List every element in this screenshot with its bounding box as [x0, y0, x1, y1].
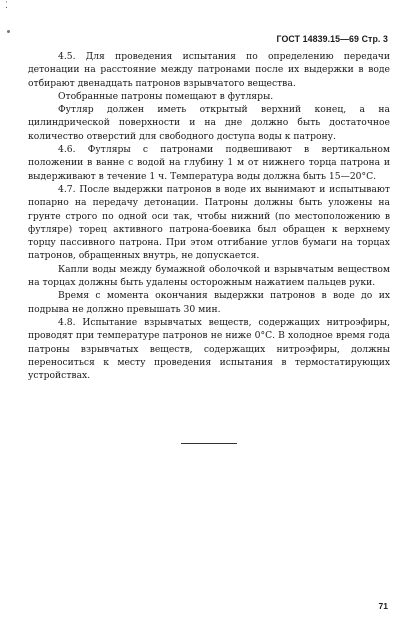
page-header: ГОСТ 14839.15—69 Стр. 3 [276, 34, 388, 44]
body-text [28, 50, 390, 382]
section-divider [181, 443, 237, 444]
paragraph-water-drops: Капли воды между бумажной оболочкой и взрывчатым веществом на торцах должны быть удалены осторожным нажатием пальцев руки. [28, 263, 390, 289]
paragraph-case-requirements: Футляр должен иметь открытый верхний конец, а на цилиндрической поверхности и на дне должно быть достаточное количество отверстий для свободного доступа воды к патрону. [28, 104, 390, 142]
paragraph-4-5: 4.5. Для проведения испытания по определению передачи детонации на расстояние между патронами после их выдержки в воде отбирают двенадцать патронов взрывчатого вещества. [28, 51, 390, 89]
paragraph-4-7: 4.7. После выдержки патронов в воде их вынимают и испытывают попарно на передачу детонации. Патроны должны быть уложены на грунте строго по одной оси так, чтобы нижний (по местоположению в футляре) торец активного патрона-боевика был обращен к верхнему торцу пассивного патрона. При этом отгибание углов бумаги на торцах патронов, обращенных внутрь, не допускается. [28, 183, 390, 262]
margin-mark: ⁚ [5, 1, 8, 11]
paragraph-4-8: 4.8. Испытание взрывчатых веществ, содержащих нитроэфиры, проводят при температуре патронов не ниже 0°С. В холодное время года патроны взрывчатых веществ, содержащих нитроэфиры, должны переноситься к месту проведения испытания в термостатирующих устройствах. [28, 316, 390, 382]
page-number: 71 [378, 601, 388, 611]
paragraph-selected-cartridges: Отобранные патроны помещают в футляры. [58, 90, 274, 102]
paragraph-4-6: 4.6. Футляры с патронами подвешивают в вертикальном положении в ванне с водой на глубину 1 м от нижнего торца патрона и выдерживают в течение 1 ч. Температура воды должна быть 15—20°С. [28, 144, 390, 182]
paragraph-time-limit: Время с момента окончания выдержки патронов в воде до их подрыва не должно превышать 30 мин. [28, 290, 390, 315]
margin-dot [7, 30, 10, 33]
